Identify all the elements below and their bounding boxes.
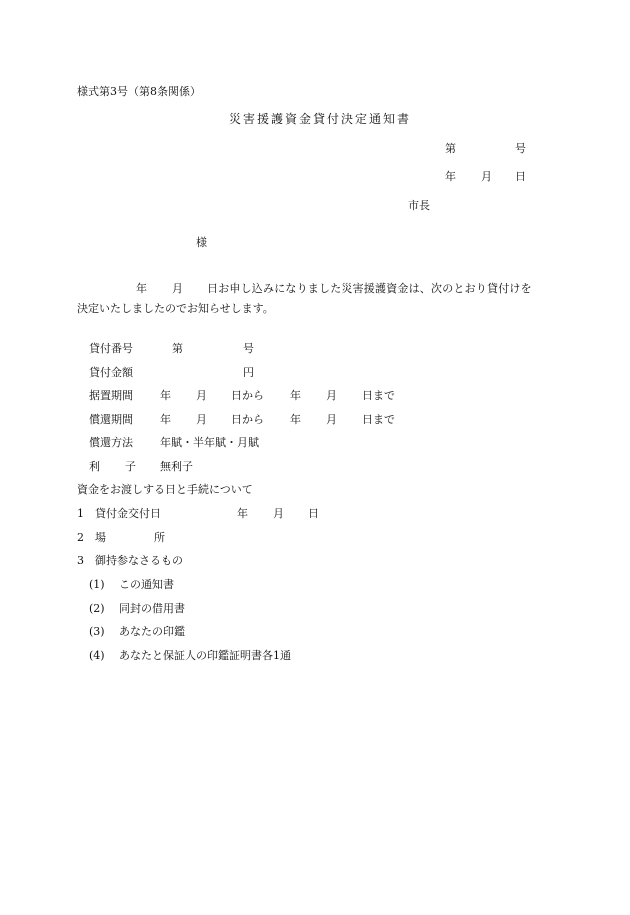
interest-value: 無利子 bbox=[160, 460, 193, 473]
addressee-suffix: 様 bbox=[196, 236, 207, 249]
procedure-1-day: 日 bbox=[308, 507, 319, 520]
procedure-3-num: 3 bbox=[77, 554, 84, 567]
bring-item-2-text: 同封の借用書 bbox=[119, 602, 185, 615]
loan-number-label: 貸付番号 bbox=[89, 342, 133, 355]
loan-number-prefix: 第 bbox=[172, 342, 183, 355]
procedure-2-label-b: 所 bbox=[154, 531, 165, 544]
deferment-to: 日まで bbox=[362, 389, 395, 402]
loan-amount-unit: 円 bbox=[243, 366, 254, 379]
interest-label-a: 利 bbox=[89, 460, 100, 473]
deferment-year2: 年 bbox=[290, 389, 301, 402]
deferment-label: 据置期間 bbox=[89, 389, 133, 402]
bring-item-4-num: (4) bbox=[89, 649, 105, 662]
procedure-2-label-a: 場 bbox=[95, 531, 106, 544]
repayment-year2: 年 bbox=[290, 413, 301, 426]
repayment-month2: 月 bbox=[326, 413, 337, 426]
bring-item-1-num: (1) bbox=[89, 578, 105, 591]
body-line1-text: 日お申し込みになりました災害援護資金は、次のとおり貸付けを bbox=[207, 282, 532, 295]
procedure-2-num: 2 bbox=[77, 531, 84, 544]
repayment-method-value: 年賦・半年賦・月賦 bbox=[160, 436, 259, 449]
issuer: 市長 bbox=[408, 199, 430, 212]
repayment-month1: 月 bbox=[196, 413, 207, 426]
body-year: 年 bbox=[136, 282, 147, 295]
procedure-1-year: 年 bbox=[237, 507, 248, 520]
repayment-from: 日から bbox=[231, 413, 264, 426]
deferment-year1: 年 bbox=[160, 389, 171, 402]
procedure-1-month: 月 bbox=[273, 507, 284, 520]
doc-date-year: 年 bbox=[445, 170, 456, 183]
document-title: 災害援護資金貸付決定通知書 bbox=[229, 112, 412, 126]
deferment-from: 日から bbox=[231, 389, 264, 402]
doc-date-month: 月 bbox=[481, 170, 492, 183]
procedure-3-label: 御持参なさるもの bbox=[95, 554, 183, 567]
bring-item-2-num: (2) bbox=[89, 602, 105, 615]
bring-item-3-num: (3) bbox=[89, 625, 105, 638]
procedure-heading: 資金をお渡しする日と手続について bbox=[77, 483, 253, 496]
deferment-month1: 月 bbox=[196, 389, 207, 402]
body-line2: 決定いたしましたのでお知らせします。 bbox=[77, 302, 274, 315]
form-label: 様式第3号（第8条関係） bbox=[77, 85, 201, 98]
bring-item-1-text: この通知書 bbox=[119, 578, 174, 591]
doc-date-day: 日 bbox=[515, 170, 526, 183]
doc-number-suffix: 号 bbox=[515, 142, 526, 155]
procedure-1-label: 貸付金交付日 bbox=[95, 507, 161, 520]
loan-number-suffix: 号 bbox=[243, 342, 254, 355]
loan-amount-label: 貸付金額 bbox=[89, 366, 133, 379]
interest-label-b: 子 bbox=[125, 460, 136, 473]
procedure-1-num: 1 bbox=[77, 507, 84, 520]
repayment-to: 日まで bbox=[362, 413, 395, 426]
deferment-month2: 月 bbox=[326, 389, 337, 402]
doc-number-prefix: 第 bbox=[445, 142, 456, 155]
repayment-period-label: 償還期間 bbox=[89, 413, 133, 426]
body-month: 月 bbox=[172, 282, 183, 295]
repayment-method-label: 償還方法 bbox=[89, 436, 133, 449]
bring-item-4-text: あなたと保証人の印鑑証明書各1通 bbox=[119, 649, 291, 662]
repayment-year1: 年 bbox=[160, 413, 171, 426]
bring-item-3-text: あなたの印鑑 bbox=[119, 625, 185, 638]
